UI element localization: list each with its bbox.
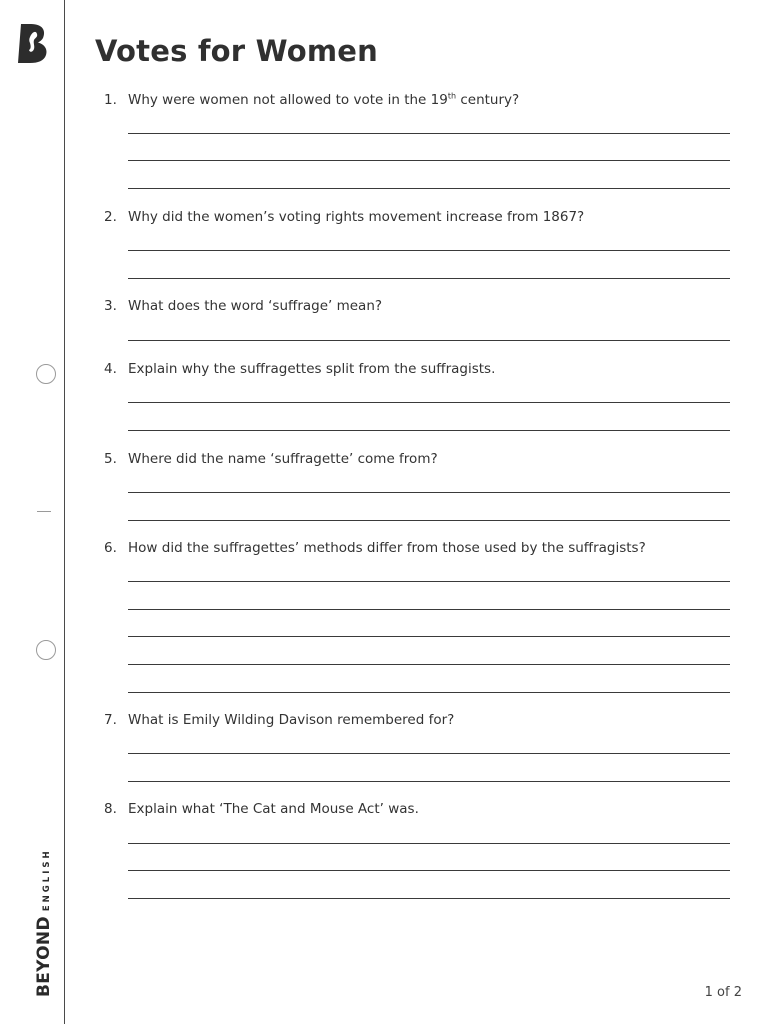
answer-line[interactable] — [128, 898, 730, 899]
question-number: 4. — [104, 361, 117, 377]
answer-line[interactable] — [128, 664, 730, 665]
question-number: 7. — [104, 712, 117, 728]
answer-line[interactable] — [128, 188, 730, 189]
answer-line[interactable] — [128, 402, 730, 403]
question-text: Explain what ‘The Cat and Mouse Act’ was. — [128, 801, 419, 817]
answer-line[interactable] — [128, 278, 730, 279]
question-text: Where did the name ‘suffragette’ come from? — [128, 451, 438, 467]
answer-line[interactable] — [128, 520, 730, 521]
question-text: Why were women not allowed to vote in the 19th century? — [128, 91, 520, 108]
question-number: 1. — [104, 92, 117, 108]
answer-line[interactable] — [128, 692, 730, 693]
superscript-th: th — [447, 91, 457, 101]
question-number: 3. — [104, 298, 117, 314]
answer-line[interactable] — [128, 781, 730, 782]
answer-line[interactable] — [128, 133, 730, 134]
punch-hole-top — [36, 364, 56, 384]
answer-line[interactable] — [128, 340, 730, 341]
punch-hole-bottom — [36, 640, 56, 660]
answer-line[interactable] — [128, 250, 730, 251]
brand-vertical — [34, 848, 54, 997]
answer-line[interactable] — [128, 609, 730, 610]
answer-line[interactable] — [128, 492, 730, 493]
question-text: What is Emily Wilding Davison remembered for? — [128, 712, 455, 728]
question-number: 6. — [104, 540, 117, 556]
page-indicator: 1 of 2 — [704, 985, 742, 1000]
question-text: How did the suffragettes’ methods differ from those used by the suffragists? — [128, 540, 646, 556]
question-text: What does the word ‘suffrage’ mean? — [128, 298, 383, 314]
question-number: 2. — [104, 209, 117, 225]
answer-line[interactable] — [128, 160, 730, 161]
page-title: Votes for Women — [95, 34, 379, 68]
brand-sub-text: ENGLISH — [42, 848, 52, 912]
answer-line[interactable] — [128, 753, 730, 754]
answer-line[interactable] — [128, 843, 730, 844]
question-number: 8. — [104, 801, 117, 817]
question-number: 5. — [104, 451, 117, 467]
margin-rule — [64, 0, 65, 1024]
answer-line[interactable] — [128, 636, 730, 637]
answer-line[interactable] — [128, 581, 730, 582]
brand-main-text: BEYOND — [34, 916, 54, 997]
beyond-logo-icon — [16, 22, 50, 64]
answer-line[interactable] — [128, 430, 730, 431]
question-text: Explain why the suffragettes split from the suffragists. — [128, 361, 496, 377]
question-text: Why did the women’s voting rights movement increase from 1867? — [128, 209, 585, 225]
answer-line[interactable] — [128, 870, 730, 871]
fold-mark — [37, 511, 51, 512]
